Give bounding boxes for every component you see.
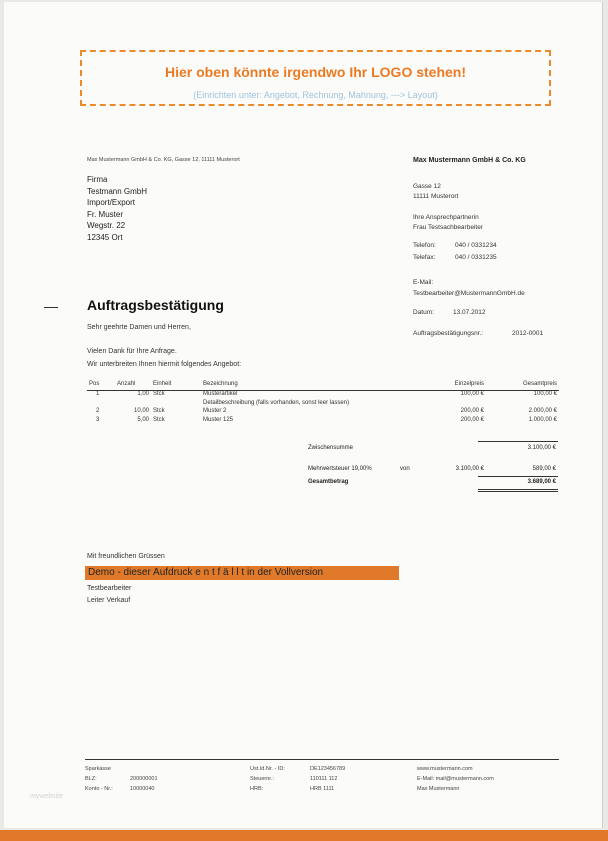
cell-pos: 3	[96, 416, 100, 423]
table-row	[87, 400, 559, 409]
date-label: Datum:	[413, 309, 434, 316]
footer-ust-label: Ust.Id.Nr. - ID:	[250, 766, 285, 772]
document-title: Auftragsbestätigung	[87, 297, 224, 313]
vat-of: von	[400, 466, 410, 472]
recipient-line: Wegstr. 22	[87, 221, 126, 230]
company-city: 11111 Musterort	[413, 193, 459, 200]
footer-ust: DE123456789	[310, 766, 346, 772]
recipient-line: Firma	[87, 175, 108, 184]
cell-qty: 5,00	[137, 416, 149, 423]
cell-description: Detailbeschreibung (falls vorhanden, sonst leer lassen)	[203, 399, 350, 406]
contact-label: Ihre Ansprechpartnerin	[413, 214, 479, 221]
fax-value: 040 / 0331235	[455, 254, 497, 261]
recipient-line: Testmann GmbH	[87, 186, 148, 196]
header-unit: Einheit	[151, 378, 201, 391]
items-table	[87, 378, 559, 425]
salutation: Sehr geehrte Damen und Herren,	[87, 324, 191, 331]
fold-mark	[44, 307, 58, 308]
thanks-line: Vielen Dank für Ihre Anfrage.	[87, 348, 177, 355]
cell-qty: 1,00	[137, 391, 149, 397]
footer-blz: 200000001	[130, 776, 158, 782]
phone-label: Telefon:	[413, 242, 436, 249]
cell-qty	[115, 400, 151, 409]
email-value: Testbearbeiter@MustermannGmbH.de	[413, 290, 525, 297]
contact-name: Frau Testsachbearbeiter	[413, 224, 483, 231]
cell-unit: Stck	[153, 391, 165, 397]
recipient-line: Fr. Muster	[87, 209, 124, 219]
cell-pos: 1	[96, 391, 100, 397]
signer-role: Leiter Verkauf	[87, 597, 131, 604]
header-description: Bezeichnung	[201, 378, 416, 391]
closing-greeting: Mit freundlichen Grüssen	[87, 553, 165, 560]
company-name: Max Mustermann GmbH & Co. KG	[413, 157, 526, 164]
demo-text: Demo - dieser Aufdruck e n t f ä l l t in der Vollversion	[88, 567, 324, 578]
footer-tax-number: 110111 112	[310, 776, 338, 782]
grand-total-label: Gesamtbetrag	[308, 479, 349, 485]
footer-url: www.mustermann.com	[417, 766, 473, 772]
header-qty: Anzahl	[115, 378, 151, 391]
cell-unit: Stck	[153, 408, 165, 414]
total-rule	[478, 476, 558, 477]
footer-bank	[85, 765, 235, 795]
offer-line: Wir unterbreiten Ihnen hiermit folgendes Angebot:	[87, 361, 242, 368]
confirmation-number: 2012-0001	[512, 330, 544, 337]
grand-total-value: 3.689,00 €	[527, 479, 556, 485]
table-row	[87, 417, 559, 426]
recipient-line: Import/Export	[87, 198, 136, 207]
cell-total: 100,00 €	[533, 391, 557, 397]
bottom-accent-strip	[0, 830, 608, 841]
cell-unit-price: 100,00 €	[460, 391, 484, 397]
cell-description: Muster 125	[203, 416, 234, 423]
header-total-price: Gesamtpreis	[486, 378, 559, 391]
subtotal-rule	[478, 441, 558, 442]
cell-unit-price: 200,00 €	[460, 408, 484, 414]
vat-label: Mehrwertsteuer 19,00%	[308, 466, 372, 472]
recipient-address	[87, 174, 147, 243]
logo-subtitle: (Einrichten unter: Angebot, Rechnung, Mahnung, ---> Layout)	[193, 90, 438, 100]
table-header-row	[87, 378, 559, 391]
recipient-line: 12345 Ort	[87, 232, 123, 242]
footer-rule	[85, 759, 559, 760]
table-row	[87, 408, 559, 417]
fax-label: Telefax:	[413, 254, 436, 261]
phone-value: 040 / 0331234	[455, 242, 497, 249]
vat-value: 589,00 €	[532, 466, 556, 472]
cell-total: 2.000,00 €	[528, 408, 557, 414]
footer-contact	[417, 765, 557, 795]
table-row	[87, 391, 559, 400]
footer-tax	[250, 765, 400, 795]
cell-pos	[87, 400, 115, 409]
cell-pos: 2	[96, 408, 100, 414]
cell-unit: Stck	[153, 416, 165, 423]
subtotal-value: 3.100,00 €	[527, 445, 556, 451]
logo-title: Hier oben könnte irgendwo Ihr LOGO stehen!	[164, 64, 467, 80]
cell-total: 1.000,00 €	[528, 416, 557, 423]
watermark: mywebsite	[30, 793, 64, 800]
sender-line: Max Mustermann GmbH & Co. KG, Gasse 12, 11111 Musterort	[87, 157, 240, 163]
vat-base: 3.100,00 €	[455, 466, 484, 472]
footer-account-label: Konto - Nr.:	[85, 786, 113, 792]
footer-tax-label: Steuernr.:	[250, 776, 274, 782]
footer-bank-name: Sparkasse	[85, 766, 111, 772]
confirmation-label: Auftragsbestätigungsnr.:	[413, 330, 484, 337]
cell-qty: 10,00	[133, 408, 149, 414]
cell-total	[486, 400, 559, 409]
header-pos: Pos	[87, 378, 115, 391]
header-unit-price: Einzelpreis	[416, 378, 486, 391]
subtotal-label: Zwischensumme	[308, 445, 354, 451]
footer-account: 10000040	[130, 786, 155, 792]
cell-unit	[151, 400, 201, 409]
total-double-rule-2	[478, 491, 558, 492]
footer-hrb-label: HRB:	[250, 786, 264, 792]
email-label: E-Mail:	[413, 279, 434, 286]
footer-ceo: Max Mustermann	[417, 786, 460, 792]
total-double-rule-1	[478, 489, 558, 490]
date-value: 13.07.2012	[453, 309, 486, 316]
logo-placeholder	[80, 50, 551, 106]
footer-email: E-Mail: mail@mustermann.com	[417, 776, 494, 782]
footer-blz-label: BLZ:	[85, 776, 97, 782]
signer-name: Testbearbeiter	[87, 585, 132, 592]
cell-unit-price: 200,00 €	[460, 416, 484, 423]
cell-description: Musterartikel	[203, 391, 238, 397]
cell-description: Muster 2	[203, 408, 227, 414]
footer-hrb: HRB 1111	[310, 786, 335, 792]
company-street: Gasse 12	[413, 183, 441, 190]
